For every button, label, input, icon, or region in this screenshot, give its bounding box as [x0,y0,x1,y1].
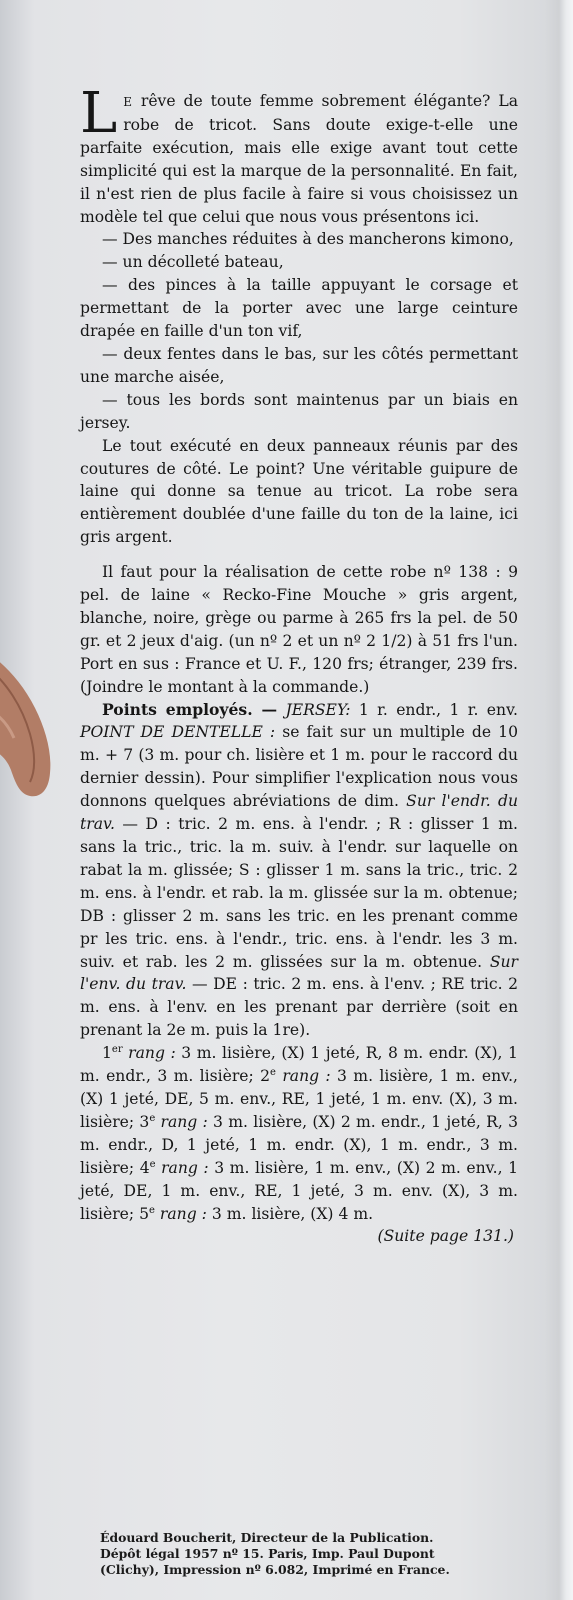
dentelle-text: se fait sur un multiple de 10 m. + 7 (3 m. pour ch. lisière et 1 m. pour le raccord du dernier dessin). Pour simplifier l'explication nous vous donnons quelques abréviations de dim. [80,723,518,811]
rang-number: 4 [139,1158,150,1177]
continued-note: (Suite page 131.) [377,1227,514,1246]
rang-word: rang : [161,1158,209,1177]
rang-number: 1 [102,1044,112,1063]
intro-text: rêve de toute femme sobrement élégante? La robe de tricot. Sans doute exige-t-elle une parfaite exécution, mais elle exige avant tout cette simplicité qui est la marque de la personnalité. En fait, il n'est rien de plus facile à faire si vous choisissez un modèle tel que celui que nous vous présentons ici. [80,92,518,226]
feature-item: — un décolleté bateau, [102,253,284,272]
footer-line: (Clichy), Impression nº 6.082, Imprimé en France. [100,1562,450,1577]
rang-number: 2 [260,1067,271,1086]
footer-line: Dépôt légal 1957 nº 15. Paris, Imp. Paul Dupont [100,1546,435,1561]
rang-word: rang : [128,1044,176,1063]
rang-text: 3 m. lisière, (X) 4 m. [206,1204,374,1223]
endr-label: Sur l'endr. du trav. [80,792,519,834]
rang-suffix: er [111,1043,123,1055]
drop-cap: L [80,81,118,146]
rang-number: 3 [139,1112,150,1131]
rang-word: rang : [282,1067,331,1086]
feature-item: — des pinces à la taille appuyant le corsage et permettant de la porter avec une large ceinture drapée en faille d'un ton vif, [80,276,518,341]
rangs-paragraph [80,1042,518,1225]
rang-suffix: e [270,1066,276,1078]
footer-line: Édouard Boucherit, Directeur de la Publication. [100,1530,434,1545]
feature-item: — deux fentes dans le bas, sur les côtés permettant une marche aisée, [80,344,518,386]
small-cap: E [123,95,133,109]
endr-text: — D : tric. 2 m. ens. à l'endr. ; R : glisser 1 m. sans la tric., tric. la m. suiv. à l'endr. sur laquelle on rabat la m. glissée; S : glisser 1 m. sans la tric., tric. 2 m. ens. à l'endr. et rab. la m. glissée sur la m. obtenue; DB : glisser 2 m. sans les tric. en les prenant comme pr les tric. ens. à l'endr., tric. ens. à l'endr. les 3 m. suiv. et rab. les 2 m. glissées sur la m. obtenue. [80,815,518,971]
feature-item: — Des manches réduites à des mancherons kimono, [102,230,514,249]
hand-photo-fragment [0,648,72,808]
rang-suffix: e [149,1204,155,1216]
materials-paragraph: Il faut pour la réalisation de cette robe nº 138 : 9 pel. de laine « Recko-Fine Mouche » gris argent, blanche, noire, grège ou parme à 265 frs la pel. de 50 gr. et 2 jeux d'aig. (un nº 2 et un nº 2 1/2) à 51 frs l'un. Port en sus : France et U. F., 120 frs; étranger, 239 frs. (Joindre le montant à la commande.) [80,563,518,696]
feature-item: — tous les bords sont maintenus par un biais en jersey. [80,390,518,432]
rang-text: 3 m. lisière, (X) 2 m. endr., 1 jeté, R, 3 m. endr., D, 1 jeté, 1 m. endr. (X), 1 m. endr., 3 m. lisière; [80,1112,518,1177]
publication-footer [100,1530,510,1578]
rang-suffix: e [149,1112,156,1124]
jersey-text: 1 r. endr., 1 r. env. [350,700,518,719]
assembly-paragraph: Le tout exécuté en deux panneaux réunis par des coutures de côté. Le point? Une véritable guipure de laine qui donne sa tenue au tricot. La robe sera entièrement doublée d'une faille du ton de la laine, ici gris argent. [80,436,518,547]
rang-suffix: e [149,1158,156,1170]
rang-number: 5 [139,1204,150,1223]
rang-text: 3 m. lisière, 1 m. env., (X) 2 m. env., 1 jeté, DE, 1 m. env., RE, 1 jeté, 3 m. env. (X), 3 m. lisière; [80,1158,518,1223]
rang-text: 3 m. lisière, (X) 1 jeté, R, 8 m. endr. (X), 1 m. endr., 3 m. lisière; [80,1044,518,1086]
env-label: Sur l'env. du trav. [80,952,518,994]
intro-paragraph [80,81,518,228]
jersey-label: JERSEY: [285,700,351,719]
rang-word: rang : [159,1204,207,1223]
rang-word: rang : [160,1112,208,1131]
points-label: Points employés. — [102,699,278,719]
dentelle-label: POINT DE DENTELLE : [80,723,276,742]
page-edge [559,0,573,1600]
article-body [80,81,519,1248]
env-text: — DE : tric. 2 m. ens. à l'env. ; RE tric. 2 m. ens. à l'env. en les prenant par derrière (soit en prenant la 2e m. puis la 1re). [80,975,518,1040]
points-paragraph [80,699,518,1043]
rang-text: 3 m. lisière, 1 m. env., (X) 1 jeté, DE, 5 m. env., RE, 1 jeté, 1 m. env. (X), 3 m. lisière; [80,1067,518,1131]
